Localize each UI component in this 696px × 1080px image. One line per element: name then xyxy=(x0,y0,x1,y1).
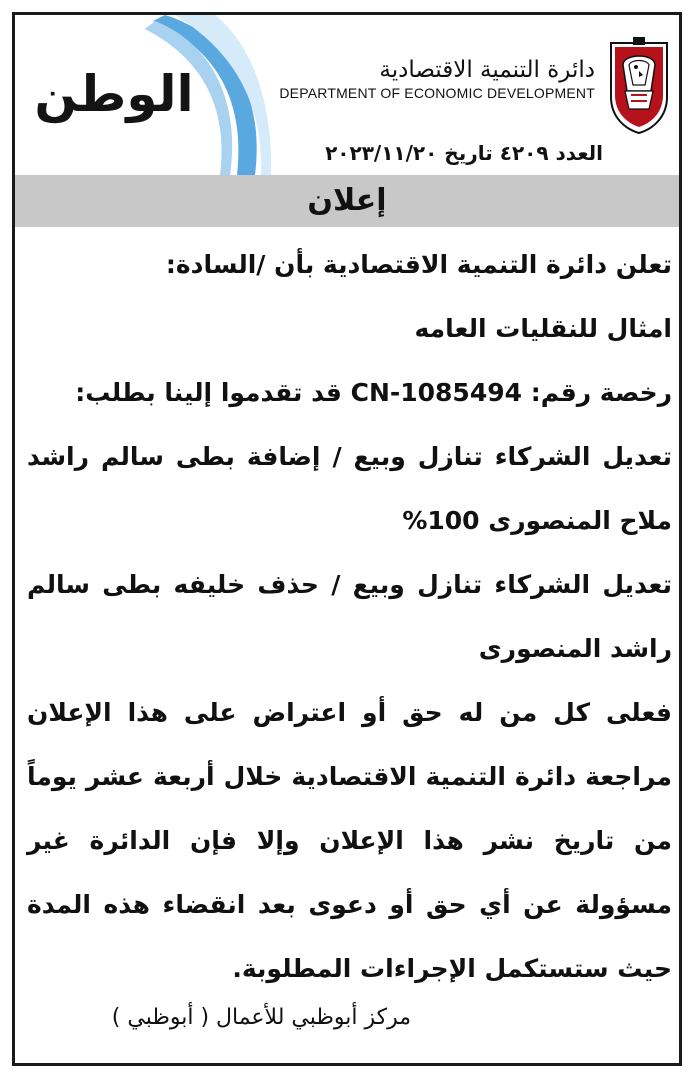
notice-paragraph: تعديل الشركاء تنازل وبيع / حذف خليفه بطى سالم راشد المنصورى xyxy=(27,570,672,663)
department-name-ar: دائرة التنمية الاقتصادية xyxy=(379,57,595,83)
notice-paragraph: فعلى كل من له حق أو اعتراض على هذا الإعلان مراجعة دائرة التنمية الاقتصادية خلال أربعة عشر يوماً من تاريخ نشر هذا الإعلان وإلا فإن الدائرة غير مسؤولة عن أي حق أو دعوى بعد انقضاء هذه المدة حيث ستستكمل الإجراءات المطلوبة. xyxy=(27,698,672,983)
notice-header xyxy=(15,15,679,175)
notice-body xyxy=(27,233,672,1001)
department-name-block xyxy=(255,57,595,101)
notice-paragraph: تعلن دائرة التنمية الاقتصادية بأن /السادة: xyxy=(165,250,672,279)
signature: مركز أبوظبي للأعمال ( أبوظبي ) xyxy=(111,1005,411,1030)
department-name-en: DEPARTMENT OF ECONOMIC DEVELOPMENT xyxy=(279,85,595,101)
license-paragraph: رخصة رقم: CN-1085494 قد تقدموا إلينا بطلب: xyxy=(75,378,672,407)
company-name: امثال للنقليات العامه xyxy=(414,314,672,343)
notice-paragraph: تعديل الشركاء تنازل وبيع / إضافة بطى سالم راشد ملاح المنصورى 100% xyxy=(27,442,672,535)
issue-number-date: العدد ٤٢٠٩ تاريخ ٢٠٢٣/١١/٢٠ xyxy=(325,141,603,165)
falcon-emblem-icon xyxy=(607,35,671,135)
notice-title: إعلان xyxy=(15,175,679,227)
newspaper-logo: الوطن xyxy=(34,65,194,123)
notice-frame xyxy=(12,12,682,1066)
